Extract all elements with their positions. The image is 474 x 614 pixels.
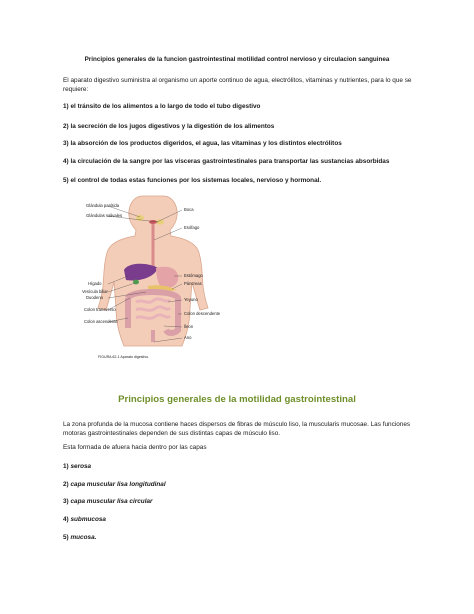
layer-number: 4) (63, 516, 69, 523)
figure-label: Boca (184, 207, 194, 212)
layer-item (63, 516, 106, 523)
figure-label: Colon descendente (184, 311, 221, 316)
layer-number: 2) (63, 481, 69, 488)
figure-label: Glándulas salivales (86, 213, 123, 218)
layer-item (63, 481, 166, 488)
intro-paragraph: El aparato digestivo suministra al organismo un aporte continuo de agua, electrólitos, vitaminas y nutrientes, para lo que se requiere: (63, 77, 412, 93)
layer-item (63, 463, 91, 470)
layer-item (63, 498, 153, 505)
figure-label: Ano (184, 335, 192, 340)
figure-caption: FIGURA 62-1 Aparato digestivo. (98, 355, 150, 359)
figure-label: Íleon (184, 324, 194, 329)
layer-name: mucosa. (70, 534, 97, 541)
layer-number: 1) (63, 463, 69, 470)
figure-label: Hígado (88, 281, 102, 286)
figure-label: Páncreas (184, 281, 202, 286)
layer-item (63, 534, 96, 541)
figure-label: Glándula parótida (86, 203, 120, 208)
layer-name: submucosa (70, 516, 106, 523)
requirement-item: 3) la absorción de los productos digeridos, el agua, las vitaminas y los distintos electrólitos (63, 140, 342, 147)
figure-label: Vesícula biliar (82, 289, 108, 294)
layers-intro: Esta formada de afuera hacia dentro por las capas (63, 444, 207, 451)
layer-name: serosa (70, 463, 92, 470)
figure-label: Duodeno (86, 295, 103, 300)
section-paragraph: La zona profunda de la mucosa contiene haces dispersos de fibras de músculo liso, la muscularis mucosae. Las funciones motoras gastrointestinales dependen de sus distintas capas de músculo liso. (63, 421, 411, 437)
figure-label: Colon ascendente (84, 319, 118, 324)
layer-name: capa muscular lisa circular (70, 498, 153, 505)
figure-label: Colon transverso (84, 307, 116, 312)
layer-number: 3) (63, 498, 69, 505)
figure-label: Yeyuno (184, 297, 198, 302)
page-title: Principios generales de la funcion gastrointestinal motilidad control nervioso y circulacion sanguinea (84, 56, 390, 63)
requirement-item: 2) la secreción de los jugos digestivos y la digestión de los alimentos (63, 123, 275, 130)
requirement-item: 5) el control de todas estas funciones por los sistemas locales, nervioso y hormonal. (63, 177, 322, 184)
layer-name: capa muscular lisa longitudinal (70, 481, 166, 488)
layer-number: 5) (63, 534, 69, 541)
digestive-system-figure (78, 190, 228, 362)
figure-label: Esófago (184, 225, 200, 230)
figure-label: Estómago (184, 273, 203, 278)
requirement-item: 4) la circulación de la sangre por las vísceras gastrointestinales para transportar las sustancias absorbidas (63, 158, 390, 165)
section-title: Principios generales de la motilidad gastrointestinal (118, 394, 356, 405)
requirement-item: 1) el tránsito de los alimentos a lo largo de todo el tubo digestivo (63, 103, 261, 110)
